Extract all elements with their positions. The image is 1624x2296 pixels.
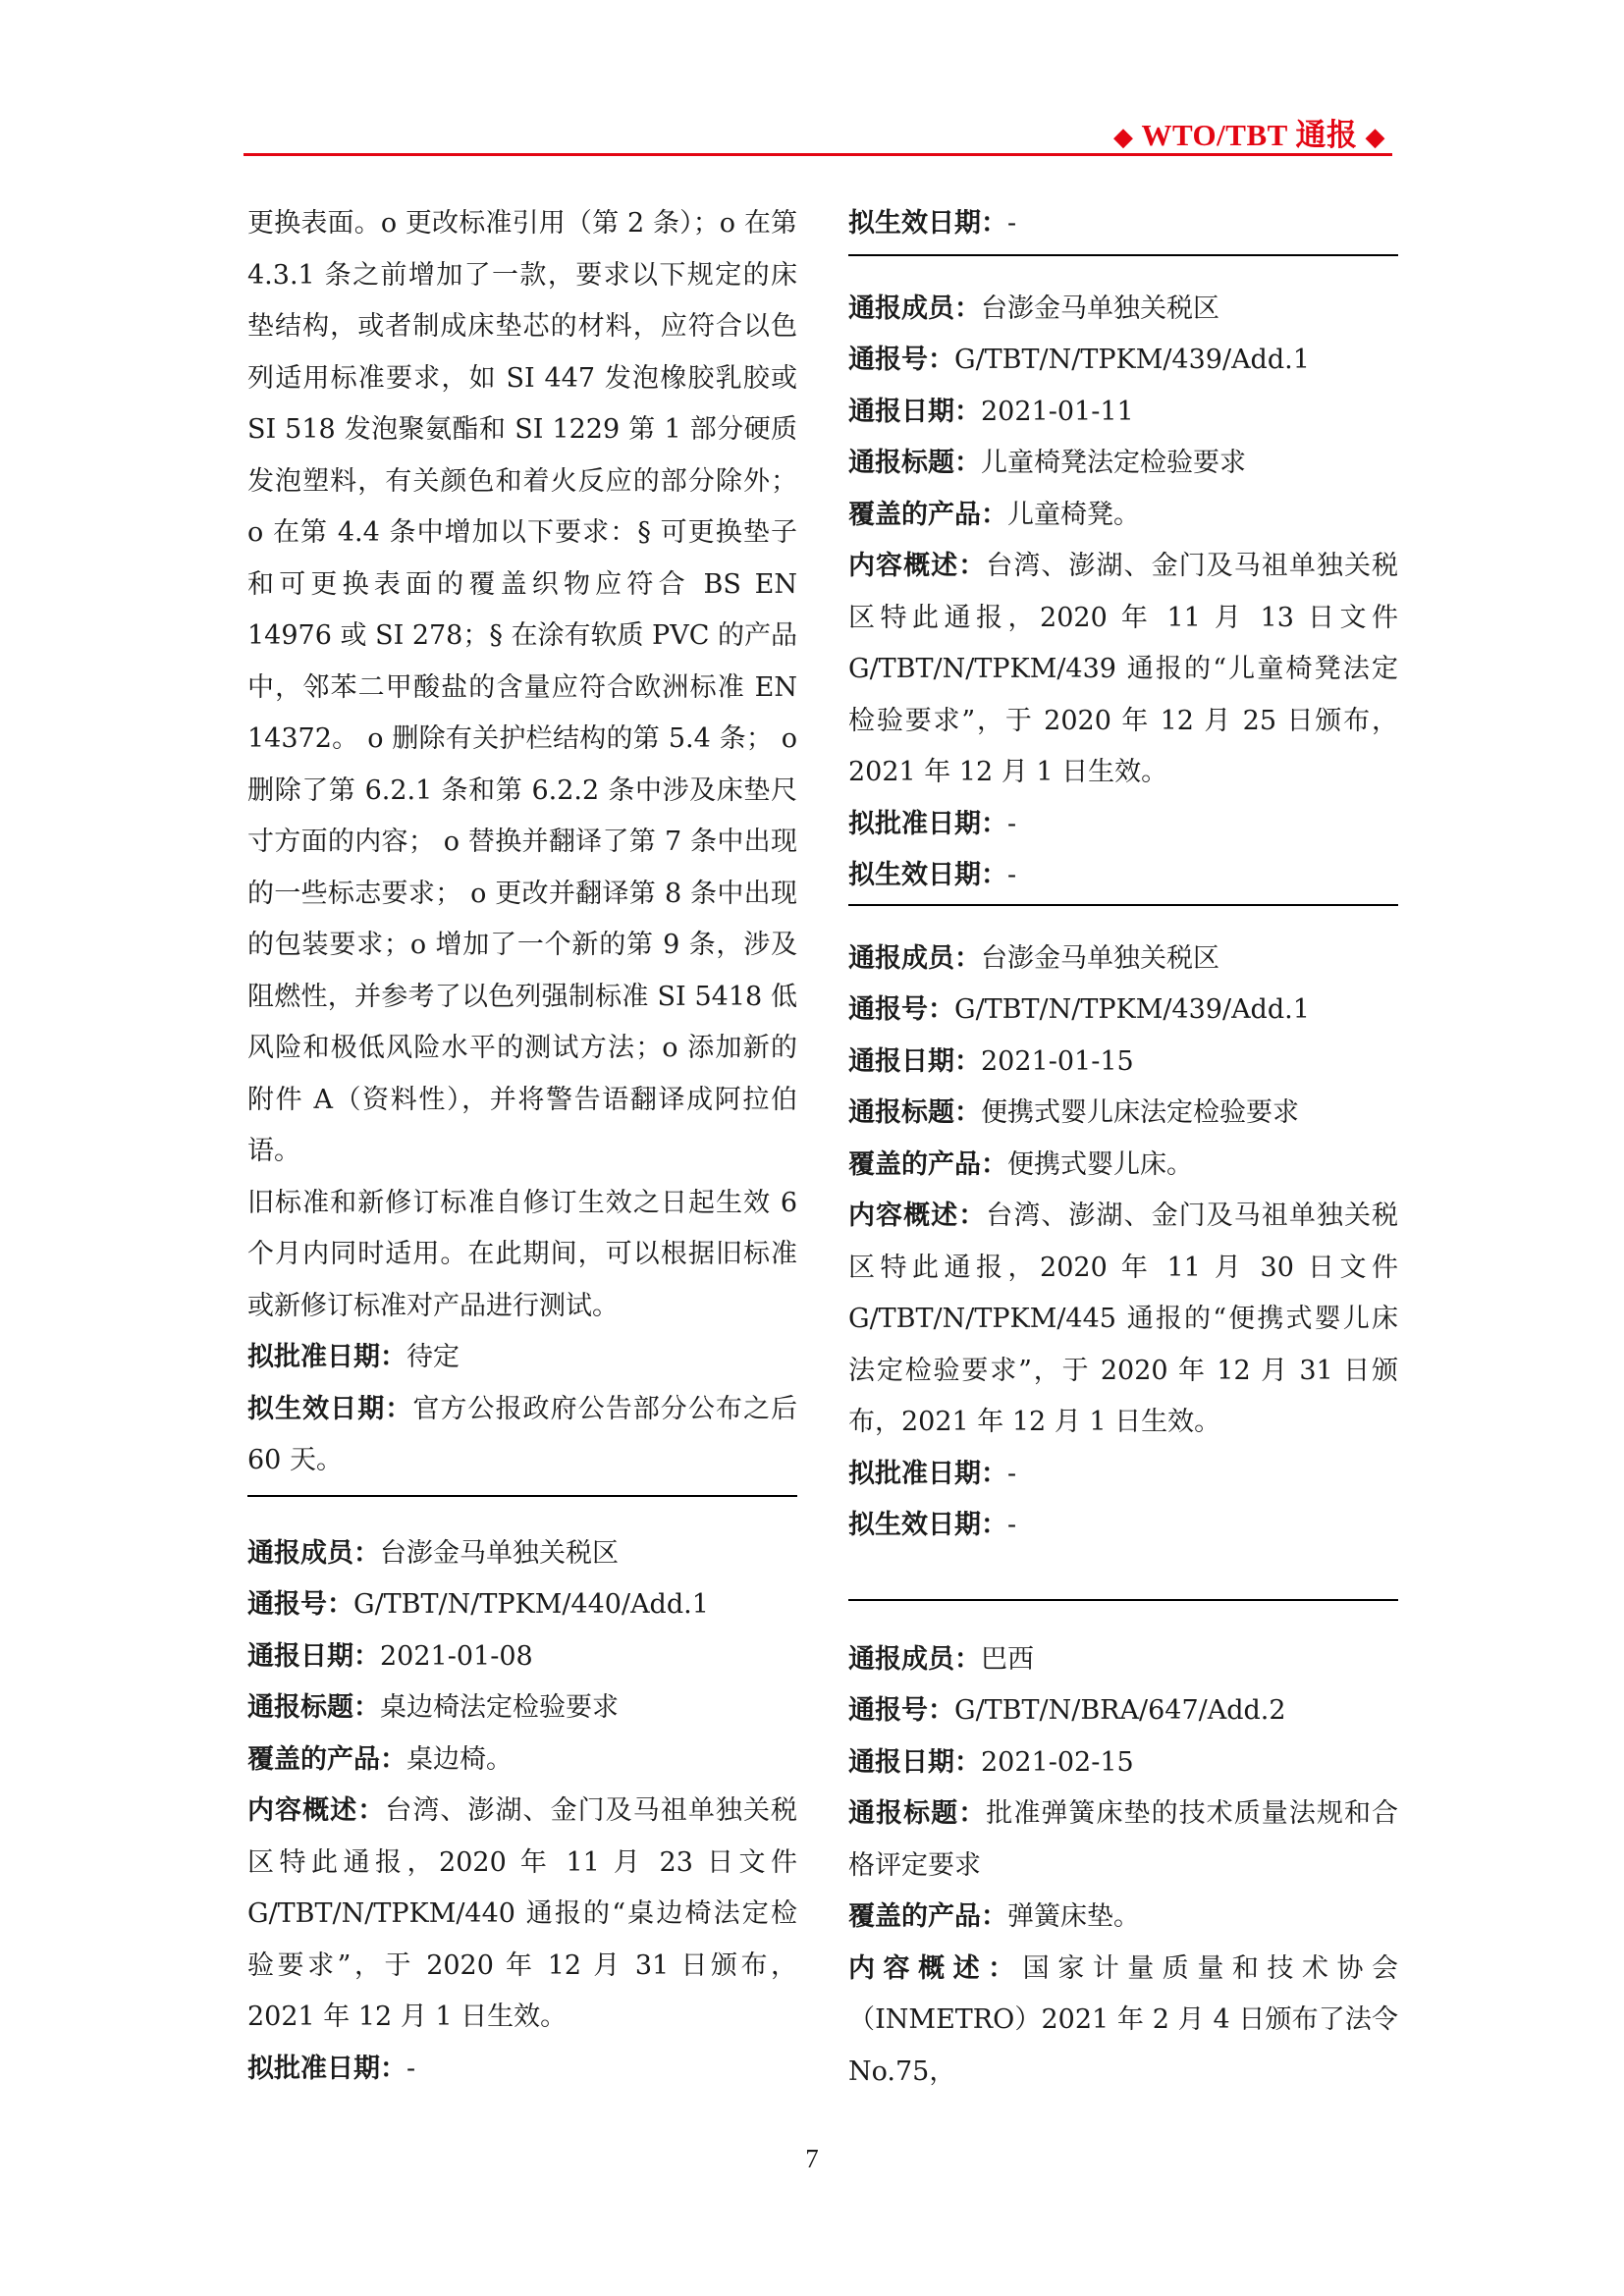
effective-date-field bbox=[247, 1384, 797, 1487]
date-value: 2021-01-11 bbox=[981, 396, 1134, 427]
products-label: 覆盖的产品： bbox=[848, 499, 1007, 530]
notification-entry bbox=[247, 1528, 797, 2096]
notification-entry bbox=[848, 284, 1398, 902]
title-label: 通报标题： bbox=[848, 1097, 981, 1128]
summary-label: 内容概述： bbox=[247, 1795, 386, 1826]
divider bbox=[848, 1599, 1398, 1601]
summary-value: 国家计量质量和技术协会（INMETRO）2021 年 2 月 4 日颁布了法令 No.75， bbox=[848, 1952, 1399, 2087]
member-field bbox=[848, 284, 1398, 336]
approval-date-field bbox=[247, 1332, 797, 1384]
date-label: 通报日期： bbox=[848, 396, 981, 427]
member-value: 台澎金马单独关税区 bbox=[981, 293, 1219, 324]
summary-label: 内容概述： bbox=[848, 1952, 1023, 1984]
summary-value: 台湾、澎湖、金门及马祖单独关税区特此通报，2020 年 11 月 13 日文件 G/TBT/N/TPKM/439 通报的“儿童椅凳法定检验要求”，于 2020 年 12 月 25 日颁布，2021 年 12 月 1 日生效。 bbox=[848, 551, 1399, 787]
continuation-text-2: 旧标准和新修订标准自修订生效之日起生效 6 个月内同时适用。在此期间，可以根据旧标准或新修订标准对产品进行测试。 bbox=[247, 1187, 797, 1321]
title-label: 通报标题： bbox=[247, 1692, 380, 1723]
approval-date-value: 待定 bbox=[406, 1342, 460, 1372]
number-label: 通报号： bbox=[848, 345, 954, 375]
effective-date-value: - bbox=[1007, 860, 1017, 890]
summary-field bbox=[848, 1944, 1398, 2099]
effective-date-label: 拟生效日期： bbox=[247, 1393, 413, 1424]
approval-date-field bbox=[247, 2044, 797, 2096]
summary-label: 内容概述： bbox=[848, 551, 987, 581]
date-field bbox=[848, 1737, 1398, 1789]
left-column bbox=[247, 198, 797, 2095]
date-label: 通报日期： bbox=[247, 1640, 380, 1672]
effective-date-field bbox=[848, 850, 1398, 902]
products-field bbox=[247, 1735, 797, 1787]
date-field bbox=[247, 1631, 797, 1683]
notification-entry bbox=[848, 1634, 1398, 2099]
title-value: 桌边椅法定检验要求 bbox=[380, 1692, 619, 1723]
number-value: G/TBT/N/TPKM/439/Add.1 bbox=[954, 345, 1310, 375]
right-column bbox=[848, 198, 1398, 2098]
approval-date-label: 拟批准日期： bbox=[848, 808, 1007, 839]
title-field bbox=[848, 438, 1398, 490]
page-number: 7 bbox=[805, 2144, 819, 2173]
date-label: 通报日期： bbox=[848, 1045, 981, 1077]
approval-date-value: - bbox=[1007, 808, 1017, 839]
approval-date-field bbox=[848, 799, 1398, 851]
approval-date-value: - bbox=[406, 2053, 416, 2084]
header-title bbox=[1106, 110, 1393, 154]
member-field bbox=[848, 934, 1398, 986]
number-value: G/TBT/N/TPKM/439/Add.1 bbox=[954, 994, 1310, 1025]
notification-entry bbox=[848, 934, 1398, 1552]
diamond-icon: ◆ bbox=[1112, 123, 1134, 151]
effective-date-label: 拟生效日期： bbox=[848, 860, 1007, 890]
member-value: 巴西 bbox=[981, 1643, 1034, 1675]
approval-date-label: 拟批准日期： bbox=[247, 2053, 406, 2084]
divider bbox=[848, 254, 1398, 256]
title-field bbox=[247, 1682, 797, 1735]
number-label: 通报号： bbox=[247, 1589, 353, 1620]
date-value: 2021-01-15 bbox=[981, 1045, 1134, 1077]
approval-date-value: - bbox=[1007, 1458, 1017, 1489]
date-value: 2021-02-15 bbox=[981, 1746, 1134, 1778]
summary-field bbox=[848, 541, 1398, 799]
member-label: 通报成员： bbox=[848, 293, 981, 324]
products-label: 覆盖的产品： bbox=[247, 1743, 406, 1775]
effective-date-value: - bbox=[1007, 208, 1017, 239]
title-value: 批准弹簧床垫的技术质量法规和合格评定要求 bbox=[848, 1798, 1399, 1881]
number-field bbox=[848, 335, 1398, 387]
approval-date-label: 拟批准日期： bbox=[247, 1342, 406, 1372]
approval-date-field bbox=[848, 1449, 1398, 1501]
member-value: 台澎金马单独关税区 bbox=[981, 942, 1219, 974]
effective-date-value: 官方公报政府公告部分公布之后 60 天。 bbox=[247, 1393, 798, 1475]
approval-date-label: 拟批准日期： bbox=[848, 1458, 1007, 1489]
effective-date-label: 拟生效日期： bbox=[848, 1510, 1007, 1540]
products-label: 覆盖的产品： bbox=[848, 1148, 1007, 1180]
products-field bbox=[848, 1892, 1398, 1944]
number-label: 通报号： bbox=[848, 1695, 954, 1726]
products-field bbox=[848, 1140, 1398, 1192]
member-label: 通报成员： bbox=[848, 1643, 981, 1675]
products-label: 覆盖的产品： bbox=[848, 1901, 1007, 1932]
products-value: 便携式婴儿床。 bbox=[1007, 1148, 1193, 1180]
title-value: 便携式婴儿床法定检验要求 bbox=[981, 1097, 1299, 1128]
date-field bbox=[848, 1037, 1398, 1089]
divider bbox=[247, 1495, 797, 1497]
summary-field bbox=[247, 1786, 797, 2044]
number-field bbox=[247, 1579, 797, 1631]
number-value: G/TBT/N/BRA/647/Add.2 bbox=[954, 1695, 1286, 1726]
effective-date-field bbox=[848, 1500, 1398, 1552]
effective-date-label: 拟生效日期： bbox=[848, 208, 1007, 239]
number-value: G/TBT/N/TPKM/440/Add.1 bbox=[353, 1589, 709, 1620]
header-rule bbox=[244, 153, 1392, 156]
date-field bbox=[848, 387, 1398, 439]
title-field bbox=[848, 1789, 1398, 1892]
summary-value: 台湾、澎湖、金门及马祖单独关税区特此通报，2020 年 11 月 30 日文件 G/TBT/N/TPKM/445 通报的“便携式婴儿床法定检验要求”，于 2020 年 12 月 31 日颁布，2021 年 12 月 1 日生效。 bbox=[848, 1201, 1399, 1437]
continuation-text: 更换表面。o 更改标准引用（第 2 条）；o 在第 4.3.1 条之前增加了一款，要求以下规定的床垫结构，或者制成床垫芯的材料，应符合以色列适用标准要求，如 SI 447 发泡橡胶乳胶或 SI 518 发泡聚氨酯和 SI 1229 第 1 部分硬质发泡塑料，有关颜色和着火反应的部分除外； o 在第 4.4 条中增加以下要求：§ 可更换垫子和可更换表面的覆盖织物应符合 BS EN 14976 或 SI 278；§ 在涂有软质 PVC 的产品中，邻苯二甲酸盐的含量应符合欧洲标准 EN 14372。 o 删除有关护栏结构的第 5.4 条； o 删除了第 6.2.1 条和第 6.2.2 条中涉及床垫尺寸方面的内容； o 替换并翻译了第 7 条中出现的一些标志要求； o 更改并翻译第 8 条中出现的包装要求；o 增加了一个新的第 9 条，涉及阻燃性，并参考了以色列强制标准 SI 5418 低风险和极低风险水平的测试方法；o 添加新的附件 A（资料性），并将警告语翻译成阿拉伯语。 bbox=[247, 208, 797, 1166]
divider bbox=[848, 904, 1398, 906]
number-field bbox=[848, 1685, 1398, 1737]
title-field bbox=[848, 1088, 1398, 1140]
member-field bbox=[848, 1634, 1398, 1686]
summary-field bbox=[848, 1191, 1398, 1449]
title-value: 儿童椅凳法定检验要求 bbox=[981, 448, 1246, 478]
products-field bbox=[848, 490, 1398, 542]
member-label: 通报成员： bbox=[247, 1537, 380, 1569]
member-field bbox=[247, 1528, 797, 1580]
summary-label: 内容概述： bbox=[848, 1201, 987, 1231]
member-label: 通报成员： bbox=[848, 942, 981, 974]
effective-date-value: - bbox=[1007, 1510, 1017, 1540]
number-label: 通报号： bbox=[848, 994, 954, 1025]
date-value: 2021-01-08 bbox=[380, 1640, 533, 1672]
products-value: 桌边椅。 bbox=[406, 1743, 513, 1775]
title-label: 通报标题： bbox=[848, 448, 981, 478]
number-field bbox=[848, 985, 1398, 1037]
member-value: 台澎金马单独关税区 bbox=[380, 1537, 619, 1569]
products-value: 弹簧床垫。 bbox=[1007, 1901, 1140, 1932]
effective-date-field bbox=[848, 198, 1398, 250]
title-label: 通报标题： bbox=[848, 1798, 987, 1829]
date-label: 通报日期： bbox=[848, 1746, 981, 1778]
summary-value: 台湾、澎湖、金门及马祖单独关税区特此通报，2020 年 11 月 23 日文件 G/TBT/N/TPKM/440 通报的“桌边椅法定检验要求”，于 2020 年 12 月 31 日颁布，2021 年 12 月 1 日生效。 bbox=[247, 1795, 798, 2032]
header-title-text: WTO/TBT 通报 bbox=[1141, 118, 1358, 152]
products-value: 儿童椅凳。 bbox=[1007, 499, 1140, 530]
diamond-icon: ◆ bbox=[1365, 123, 1385, 151]
